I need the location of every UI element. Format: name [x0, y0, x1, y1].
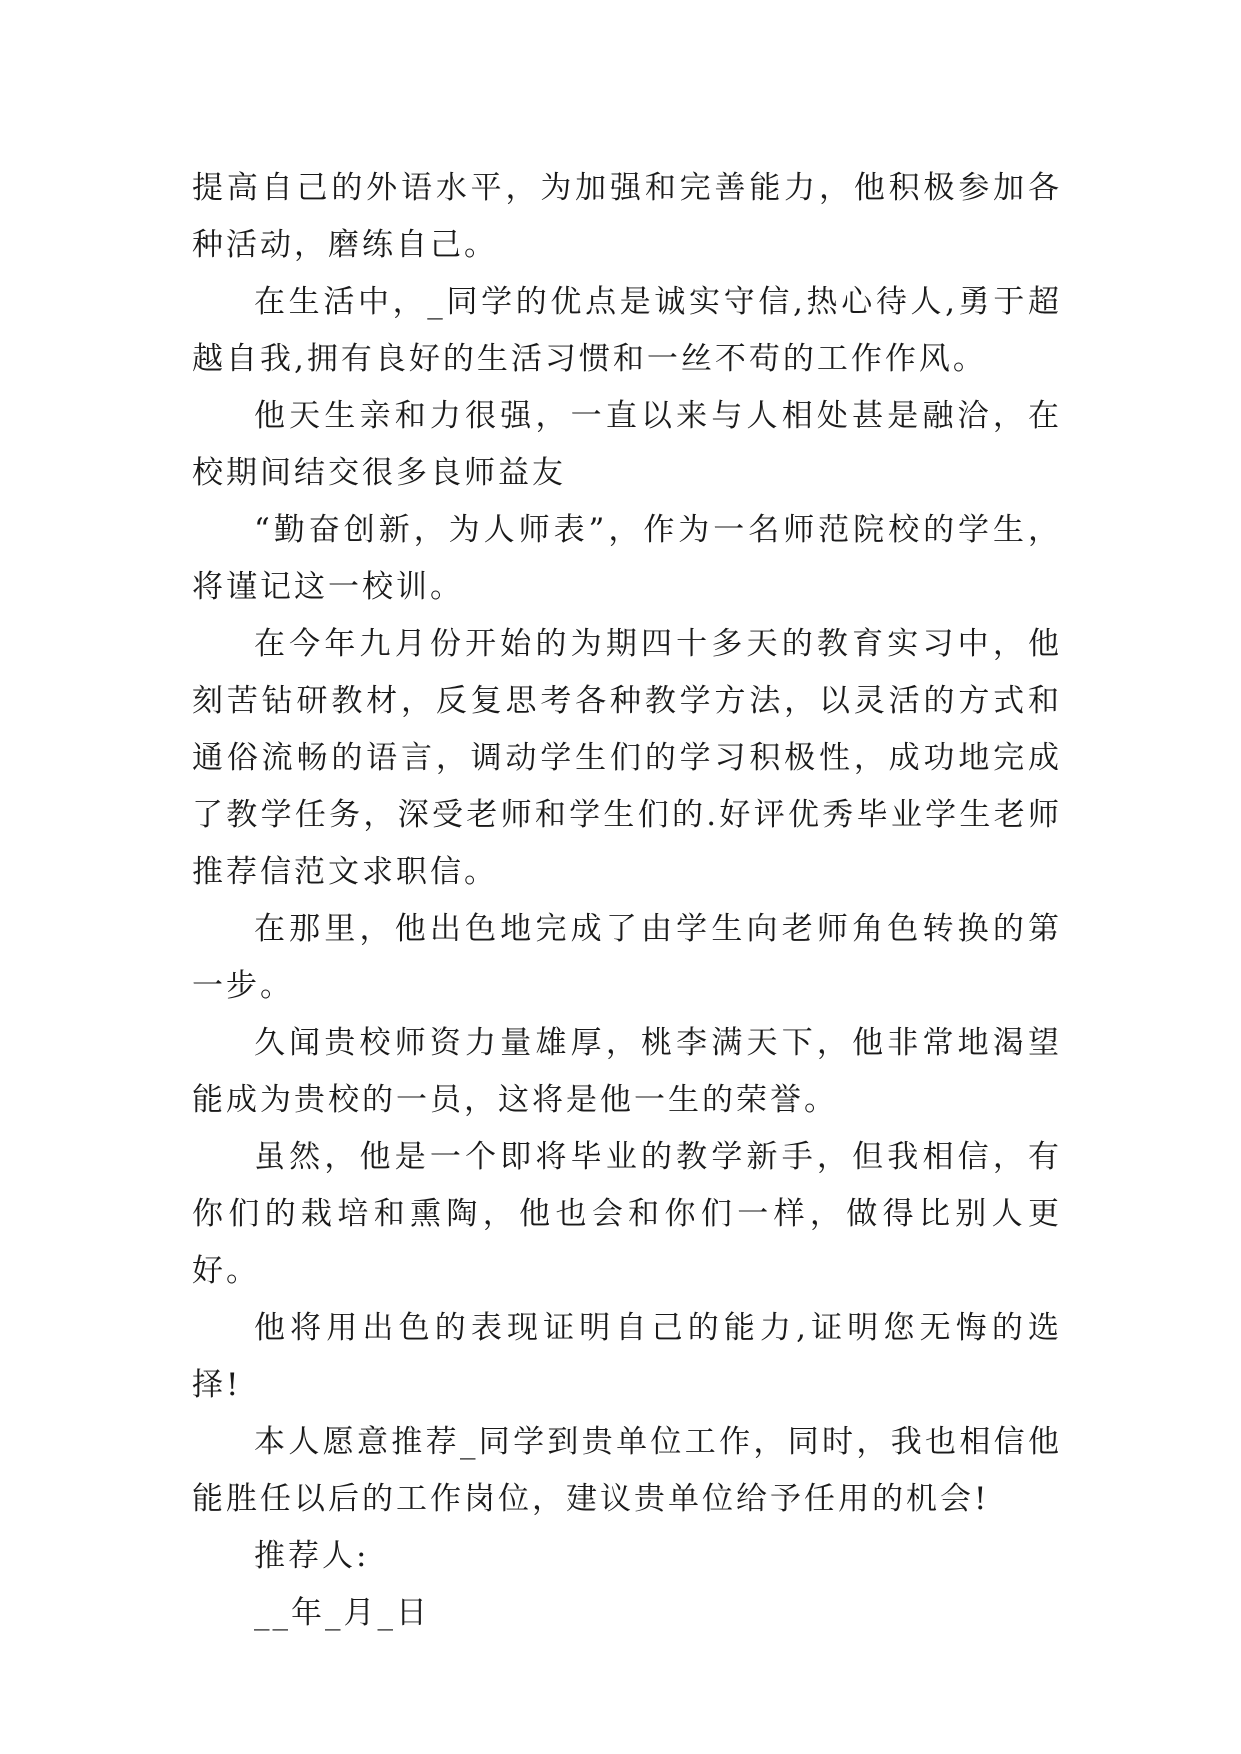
paragraph-first-step: 在那里，他出色地完成了由学生向老师角色转换的第一步。: [192, 911, 1062, 1004]
letter-body: [192, 160, 1062, 1642]
recommender-label: 推荐人:: [254, 1538, 370, 1574]
paragraph-motto: “勤奋创新，为人师表”，作为一名师范院校的学生，将谨记这一校训。: [192, 512, 1062, 605]
paragraph-school-praise: 久闻贵校师资力量雄厚，桃李满天下，他非常地渴望能成为贵校的一员，这将是他一生的荣誉。: [192, 1025, 1062, 1118]
paragraph-proof: 他将用出色的表现证明自己的能力,证明您无悔的选择!: [192, 1310, 1062, 1403]
paragraph-personality: 他天生亲和力很强，一直以来与人相处甚是融洽，在校期间结交很多良师益友: [192, 398, 1062, 491]
paragraph-life: 在生活中，_同学的优点是诚实守信,热心待人,勇于超越自我,拥有良好的生活习惯和一丝不苟的工作作风。: [192, 284, 1062, 377]
date-line: __年_月_日: [254, 1595, 430, 1631]
paragraph-recommendation: 本人愿意推荐_同学到贵单位工作，同时，我也相信他能胜任以后的工作岗位，建议贵单位给予任用的机会!: [192, 1424, 1062, 1517]
paragraph-continuation: 提高自己的外语水平，为加强和完善能力，他积极参加各种活动，磨练自己。: [192, 170, 1062, 263]
paragraph-confidence: 虽然，他是一个即将毕业的教学新手，但我相信，有你们的栽培和熏陶，他也会和你们一样，做得比别人更好。: [192, 1139, 1062, 1289]
paragraph-internship: 在今年九月份开始的为期四十多天的教育实习中，他刻苦钻研教材，反复思考各种教学方法，以灵活的方式和通俗流畅的语言，调动学生们的学习积极性，成功地完成了教学任务，深受老师和学生们的.好评优秀毕业学生老师推荐信范文求职信。: [192, 626, 1062, 890]
